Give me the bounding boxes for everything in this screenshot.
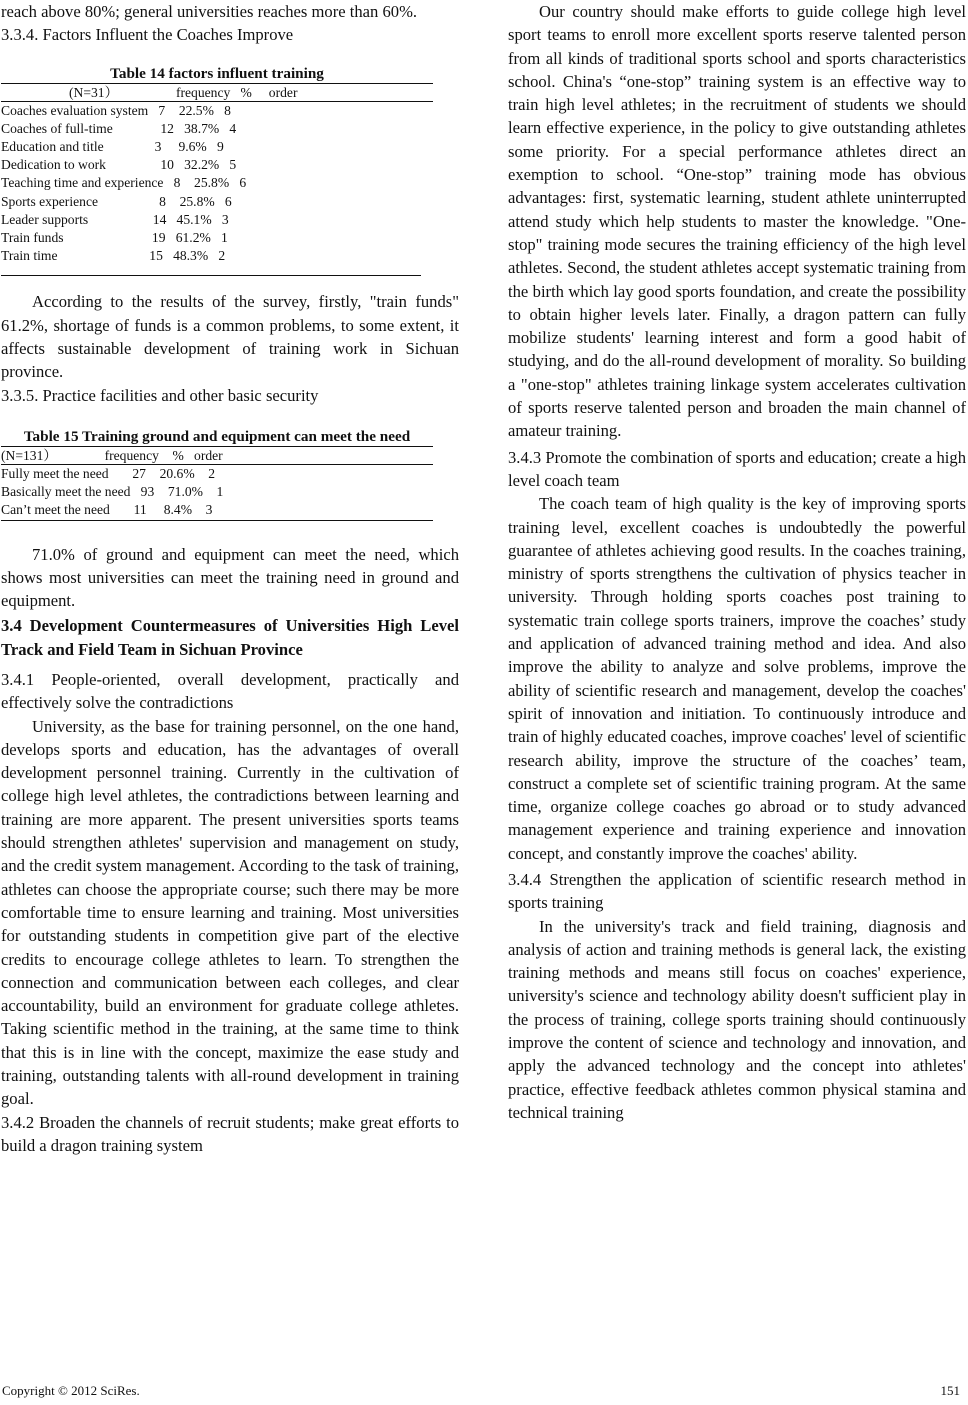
section-heading-3-4-1: 3.4.1 People-oriented, overall development, practically and effectively solve the contradictions bbox=[1, 670, 459, 713]
table-row: Teaching time and experience 8 25.8% 6 bbox=[1, 175, 247, 191]
table-row: Coaches of full-time 12 38.7% 4 bbox=[1, 120, 237, 136]
section-heading-3-4: 3.4 Development Countermeasures of Universities High Level Track and Field Team in Sichuan Province bbox=[1, 616, 459, 659]
table-row: Can’t meet the need 11 8.4% 3 bbox=[1, 502, 213, 518]
table-row: Fully meet the need 27 20.6% 2 bbox=[1, 465, 216, 481]
paragraph-coach-team: The coach team of high quality is the key of improving sports training level, excellent coaches is undoubtedly the powerful guarantee of athletes achieving good results. In the coaches training, ministry of sports strengthens the cultivation of physics teacher in university. Through holding sports coaches post training to systematic train college sports trainers, improve the coaches’ study and application of advanced training method and idea. And also improve the ability to analyze and solve problems, improve the ability of scientific research and management, develop the coaches' spirit of innovation and initiation. To continuously introduce and train of highly educated coaches, improve coaches' level of scientific research ability, improve the structure of the coaches’ team, construct a complete set of scientific training program. At the same time, organize college coaches go abroad or to study advanced management experience and training experience and innovation concept, and constantly improve the coaches' ability. bbox=[508, 494, 966, 863]
section-heading-3-4-4: 3.4.4 Strengthen the application of scientific research method in sports training bbox=[508, 869, 966, 913]
table-row: Train time 15 48.3% 2 bbox=[1, 248, 226, 264]
paragraph-ground-equipment: 71.0% of ground and equipment can meet the need, which shows most universities can meet the training need in ground and equipment. bbox=[1, 544, 459, 611]
footer-copyright: Copyright © 2012 SciRes. bbox=[2, 1383, 140, 1398]
table-14 bbox=[1, 64, 433, 277]
table-15 bbox=[1, 427, 433, 521]
right-column bbox=[508, 0, 966, 1124]
section-heading-3-3-5: 3.3.5. Practice facilities and other basic security bbox=[1, 385, 319, 405]
table-row: Sports experience 8 25.8% 6 bbox=[1, 193, 232, 209]
table-row: Dedication to work 10 32.2% 5 bbox=[1, 157, 237, 173]
intro-paragraph: reach above 80%; general universities reaches more than 60%. bbox=[1, 2, 418, 21]
table-row: Coaches evaluation system 7 22.5% 8 bbox=[1, 102, 231, 118]
table-row: Basically meet the need 93 71.0% 1 bbox=[1, 484, 224, 500]
section-heading-3-4-3: 3.4.3 Promote the combination of sports and education; create a high level coach team bbox=[508, 447, 966, 490]
table-14-bottom-rule bbox=[1, 275, 421, 276]
section-heading-3-3-4: 3.3.4. Factors Influent the Coaches Improve bbox=[1, 25, 294, 45]
paragraph-scientific-research: In the university's track and field training, diagnosis and analysis of action and training methods is general lack, the existing training methods and means still focus on coaches' experience, university's science and technology ability doesn't sufficient play in the process of training, college sports training should continuously improve the content of science and technology and innovation, and apply the advanced technology and the concept into athletes' practice, effective feedback athletes common physical stamina and technical training bbox=[508, 916, 966, 1122]
paragraph-university: University, as the base for training personnel, on the one hand, develops sports and education, has the advantages of overall development personnel training. Currently in the cultivation of college high level athletes, the contradictions between learning and training are more apparent. The present universities sports teams should strengthen athletes' supervision and management on study, and the credit system management. According to the task of training, athletes can choose the appropriate course; such there may be more comfortable time to ensure learning and training. Most universities for outstanding students in competition give part of the elective credits to encourage college athletes to learn. To strengthen the connection and communication between each colleges, and clear accountability, build an environment for graduate college athletes. Taking scientific method in the training, at the same time to think that this is in line with the concept, maximize the ease study and training, outstanding talents with all-round development in training goal. bbox=[1, 716, 459, 1109]
table-14-header: (N=31） frequency % order bbox=[1, 84, 298, 100]
table-row: Education and title 3 9.6% 9 bbox=[1, 139, 224, 154]
table-15-header: (N=131） frequency % order bbox=[1, 447, 223, 463]
table-15-caption: Table 15 Training ground and equipment can meet the need bbox=[23, 427, 411, 445]
footer-page-number: 151 bbox=[940, 1383, 960, 1398]
paragraph-one-stop: Our country should make efforts to guide college high level sport teams to enroll more excellent sports reserve talented person from all kinds of traditional sports school and sports characteristics school. China's “one-stop” training system is an effective way to train high level athletes; in the recruitment of students we should learn effective experience, in the policy to give outstanding athletes some priority. For a special performance athletes direct an exemption to school. “One-stop” training mode has obvious advantages: first, systematic learning, student athlete uninterrupted attend study which help students to master the knowledge. "One-stop" training mode secures the training efficiency of the high level athletes. Second, the student athletes accept systematic training from the birth which lay good sports foundation, and create the possibility to obtain higher levels later. Finally, a dragon pattern can fully mobilize students' learning interest and form a good habit of studying, and do the all-round development of morality. So building a "one-stop" athletes training linkage system accelerates cultivation of sports reserve talented person and broaden the main channel of amateur training. bbox=[508, 2, 966, 441]
section-heading-3-4-2: 3.4.2 Broaden the channels of recruit students; make great efforts to build a dragon training system bbox=[1, 1112, 459, 1155]
table-row: Train funds 19 61.2% 1 bbox=[1, 230, 228, 246]
table-row: Leader supports 14 45.1% 3 bbox=[1, 211, 229, 227]
left-column bbox=[1, 0, 459, 1157]
paragraph-train-funds: According to the results of the survey, firstly, "train funds" 61.2%, shortage of funds is a common problems, to some extent, it affects sustainable development of training work in Sichuan province. bbox=[1, 292, 459, 382]
table-14-caption: Table 14 factors influent training bbox=[110, 64, 324, 82]
table-15-bottom-rule bbox=[1, 520, 433, 521]
